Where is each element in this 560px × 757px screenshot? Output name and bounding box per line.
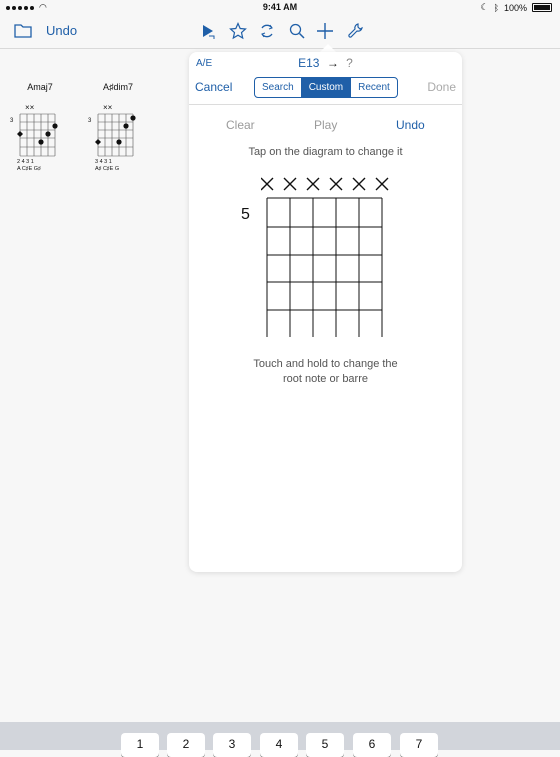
wifi-icon: ◠ xyxy=(39,2,47,12)
fret-number[interactable]: 5 xyxy=(241,206,250,223)
play-button[interactable]: Play xyxy=(314,118,338,132)
hold-instruction-line-1: Touch and hold to change the xyxy=(253,358,398,370)
status-time: 9:41 AM xyxy=(262,2,298,12)
popover-header xyxy=(189,52,462,105)
slash-chord-button[interactable]: A/E xyxy=(196,58,213,69)
key-6[interactable]: 6 xyxy=(353,733,391,757)
chord-diagram-editor[interactable] xyxy=(261,176,391,341)
search-icon[interactable] xyxy=(288,22,308,40)
segment-custom[interactable]: Custom xyxy=(301,78,350,97)
key-5[interactable]: 5 xyxy=(306,733,344,757)
chord-muted-strings: ×× xyxy=(25,103,35,112)
hold-instruction-line-2: root note or barre xyxy=(283,373,368,385)
chord-fingering: 3 4 3 1 xyxy=(95,159,112,165)
instruction-text: Tap on the diagram to change it xyxy=(248,146,403,158)
key-4[interactable]: 4 xyxy=(260,733,298,757)
chord-name: Amaj7 xyxy=(27,82,53,92)
folder-icon[interactable] xyxy=(14,22,34,40)
add-icon[interactable] xyxy=(316,22,336,40)
chord-fingering: 2 4 3 1 xyxy=(17,159,34,165)
chord-grid xyxy=(88,92,148,172)
toolbar xyxy=(0,14,560,49)
number-keyboard xyxy=(0,722,560,750)
cancel-button[interactable]: Cancel xyxy=(195,80,233,94)
status-bar xyxy=(0,0,560,14)
mode-segmented-control xyxy=(254,77,398,98)
done-button[interactable]: Done xyxy=(427,80,456,94)
arrow-icon: → xyxy=(326,56,339,70)
key-1[interactable]: 1 xyxy=(121,733,159,757)
undo-button[interactable]: Undo xyxy=(46,23,78,38)
clear-button[interactable]: Clear xyxy=(226,118,255,132)
segment-search[interactable]: Search xyxy=(262,82,294,93)
chord-editor-popover xyxy=(189,52,462,572)
moon-icon: ☾ xyxy=(480,2,489,12)
transpose-icon[interactable] xyxy=(258,22,278,40)
battery-icon xyxy=(532,3,552,12)
chord-notes: A♯ C♯E G xyxy=(95,166,120,172)
chord-diagram-amaj7[interactable] xyxy=(10,82,70,172)
chord-grid xyxy=(10,92,70,172)
undo-edit-button[interactable]: Undo xyxy=(396,118,425,132)
wrench-icon[interactable] xyxy=(346,22,366,40)
editor-actions xyxy=(189,118,462,134)
play-icon[interactable] xyxy=(200,22,220,40)
chord-fret-number: 3 xyxy=(88,118,92,124)
star-icon[interactable] xyxy=(229,22,249,40)
battery-percent: 100% xyxy=(503,2,527,13)
chord-title xyxy=(189,56,462,70)
target-chord: ? xyxy=(346,56,353,70)
hold-instruction xyxy=(189,357,462,387)
chord-notes: A C♯E G♯ xyxy=(17,166,41,172)
chord-name: A♯dim7 xyxy=(102,82,133,92)
key-3[interactable]: 3 xyxy=(213,733,251,757)
chord-muted-strings: ×× xyxy=(103,103,113,112)
bluetooth-icon: ᛒ xyxy=(493,2,499,13)
key-7[interactable]: 7 xyxy=(400,733,438,757)
chord-diagram-asharpdim7[interactable] xyxy=(88,82,148,172)
chord-name: E13 xyxy=(298,56,320,70)
key-2[interactable]: 2 xyxy=(167,733,205,757)
chord-fret-number: 3 xyxy=(10,118,14,124)
segment-recent[interactable]: Recent xyxy=(350,78,397,97)
